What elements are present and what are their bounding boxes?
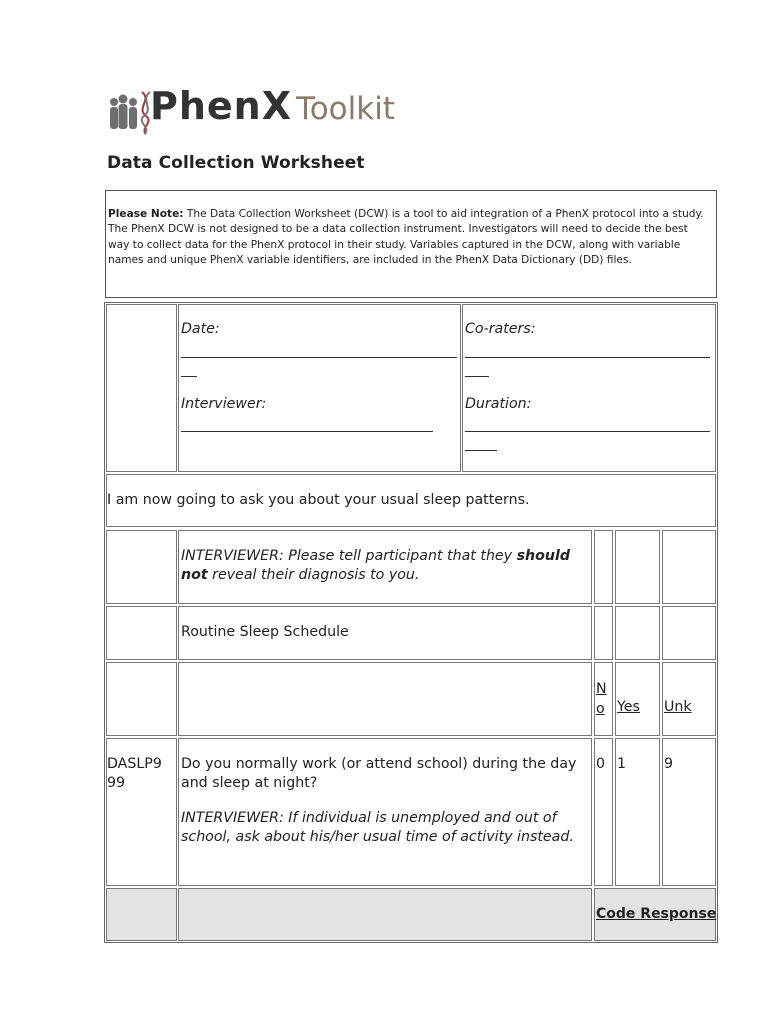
question-interviewer-note: INTERVIEWER: If individual is unemployed and out of school, ask about his/her usual time of activity instead.: [181, 810, 574, 845]
note-label: Please Note:: [108, 208, 184, 220]
date-line-2: [181, 376, 197, 377]
interviewer-line: [181, 431, 433, 432]
row3-unk-cell: [662, 530, 716, 604]
date-label: Date:: [181, 321, 220, 337]
interviewer-label: Interviewer:: [181, 396, 267, 412]
note-text: The Data Collection Worksheet (DCW) is a tool to aid integration of a PhenX protocol into a study. The PhenX DCW is not designed to be a data collection instrument. Investigators will need to decide the best way to collect data for the PhenX protocol in their study. Variables captured in the DCW, along with variable names and unique PhenX variable identifiers, are included in the PhenX Data Dictionary (DD) files.: [108, 208, 704, 266]
question-text: Do you normally work (or attend school) during the day and sleep at night?: [181, 756, 577, 791]
dna-people-icon: [106, 90, 156, 136]
row5-blank-cell: [106, 662, 177, 736]
date-line: [181, 357, 457, 358]
phenx-toolkit-logo: [106, 84, 466, 136]
coraters-line-2: [465, 376, 489, 377]
footer-blank-cell-1: [106, 888, 177, 941]
date-interviewer-cell: [178, 304, 461, 472]
code-yes: 1: [617, 756, 627, 772]
logo-wordmark: [150, 84, 395, 128]
row4-yes-cell: [615, 606, 660, 660]
instruction-bold-not: not: [181, 567, 208, 583]
footer-blank-cell-2: [178, 888, 592, 941]
row3-blank-cell: [106, 530, 177, 604]
row4-blank-cell: [106, 606, 177, 660]
duration-line: [465, 431, 710, 432]
intro-text: I am now going to ask you about your usual sleep patterns.: [107, 492, 530, 508]
instruction-text: [181, 547, 586, 585]
column-header-yes: Yes: [617, 699, 640, 715]
duration-line-2: [465, 450, 497, 451]
instruction-bold-should: should: [516, 548, 570, 564]
variable-id: DASLP999: [107, 756, 162, 791]
coraters-line: [465, 357, 710, 358]
coraters-label: Co-raters:: [465, 321, 536, 337]
row4-no-cell: [594, 606, 613, 660]
instruction-prefix: INTERVIEWER: Please tell participant that they: [181, 548, 517, 564]
instruction-suffix: reveal their diagnosis to you.: [207, 567, 420, 583]
section-title: Routine Sleep Schedule: [181, 624, 349, 640]
code-no: 0: [596, 756, 606, 772]
duration-label: Duration:: [465, 396, 532, 412]
column-header-unk: Unk: [664, 699, 692, 715]
row3-no-cell: [594, 530, 613, 604]
row1-blank-cell: [106, 304, 177, 472]
row3-yes-cell: [615, 530, 660, 604]
row4-unk-cell: [662, 606, 716, 660]
logo-phenx: PhenX: [150, 84, 293, 128]
note-box: [105, 190, 717, 298]
page-title: Data Collection Worksheet: [107, 153, 365, 173]
code-response-label: Code Response: [596, 906, 717, 922]
row5-question-cell: [178, 662, 592, 736]
logo-toolkit: Toolkit: [296, 91, 395, 127]
code-unk: 9: [664, 756, 674, 772]
column-header-no: No: [596, 681, 607, 717]
